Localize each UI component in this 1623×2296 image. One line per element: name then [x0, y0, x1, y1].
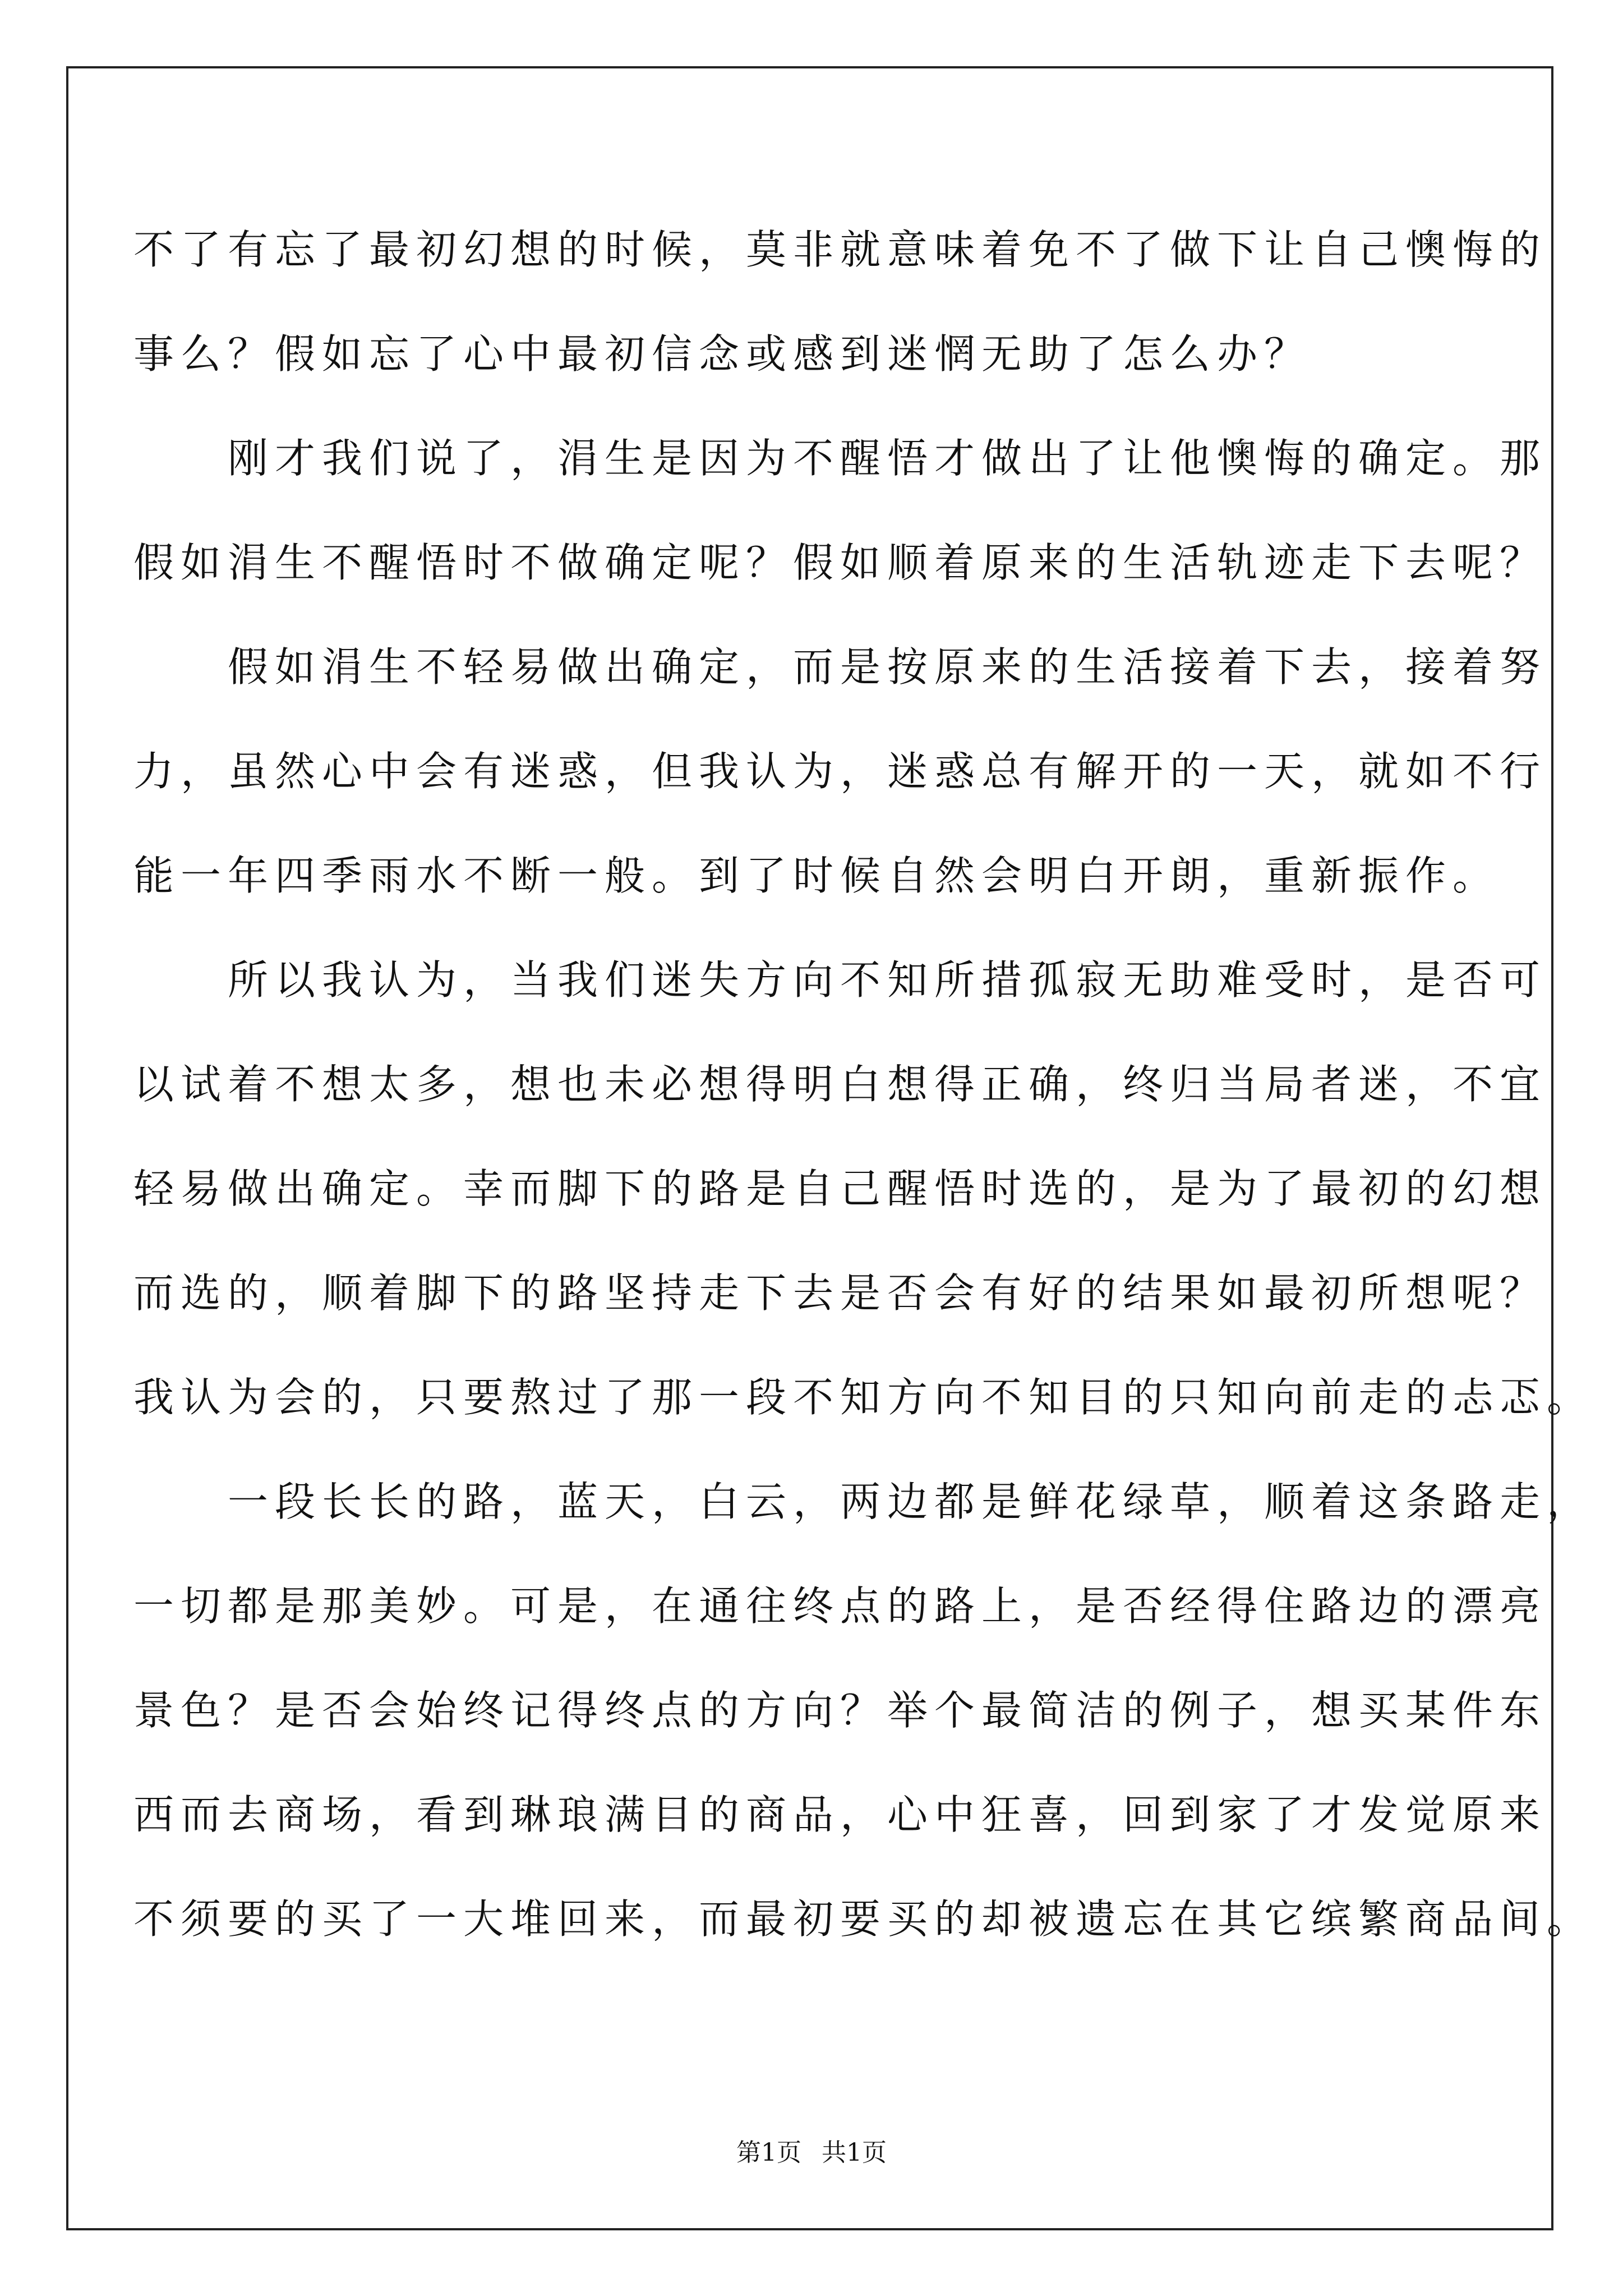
text-line: 事么？假如忘了心中最初信念或感到迷惘无助了怎么办？ — [133, 330, 1312, 378]
text-line: 假如涓生不轻易做出确定，而是按原来的生活接着下去，接着努 — [133, 643, 1547, 691]
page-number: 第1页 — [736, 2138, 801, 2167]
text-line: 力，虽然心中会有迷惑，但我认为，迷惑总有解开的一天，就如不行 — [133, 748, 1547, 795]
text-line: 西而去商场，看到琳琅满目的商品，心中狂喜，回到家了才发觉原来 — [133, 1791, 1547, 1838]
text-line: 我认为会的，只要熬过了那一段不知方向不知目的只知向前走的忐忑。 — [133, 1374, 1594, 1421]
page-total: 共1页 — [822, 2138, 887, 2167]
text-line: 假如涓生不醒悟时不做确定呢？假如顺着原来的生活轨迹走下去呢？ — [133, 539, 1547, 586]
text-line: 而选的，顺着脚下的路坚持走下去是否会有好的结果如最初所想呢？ — [133, 1269, 1547, 1317]
text-line: 一切都是那美妙。可是，在通往终点的路上，是否经得住路边的漂亮 — [133, 1582, 1547, 1630]
page-footer — [0, 2132, 1623, 2168]
text-line: 不须要的买了一大堆回来，而最初要买的却被遗忘在其它缤繁商品间。 — [133, 1895, 1594, 1943]
text-line: 以试着不想太多，想也未必想得明白想得正确，终归当局者迷，不宜 — [133, 1061, 1547, 1108]
text-line: 景色？是否会始终记得终点的方向？举个最简洁的例子，想买某件东 — [133, 1687, 1547, 1734]
text-line: 一段长长的路，蓝天，白云，两边都是鲜花绿草，顺着这条路走， — [133, 1478, 1594, 1525]
text-line: 刚才我们说了，涓生是因为不醒悟才做出了让他懊悔的确定。那 — [133, 435, 1547, 482]
text-line: 轻易做出确定。幸而脚下的路是自己醒悟时选的，是为了最初的幻想 — [133, 1165, 1547, 1212]
text-line: 所以我认为，当我们迷失方向不知所措孤寂无助难受时，是否可 — [133, 956, 1547, 1004]
text-line: 不了有忘了最初幻想的时候，莫非就意味着免不了做下让自己懊悔的 — [133, 226, 1547, 273]
text-line: 能一年四季雨水不断一般。到了时候自然会明白开朗，重新振作。 — [133, 852, 1500, 899]
